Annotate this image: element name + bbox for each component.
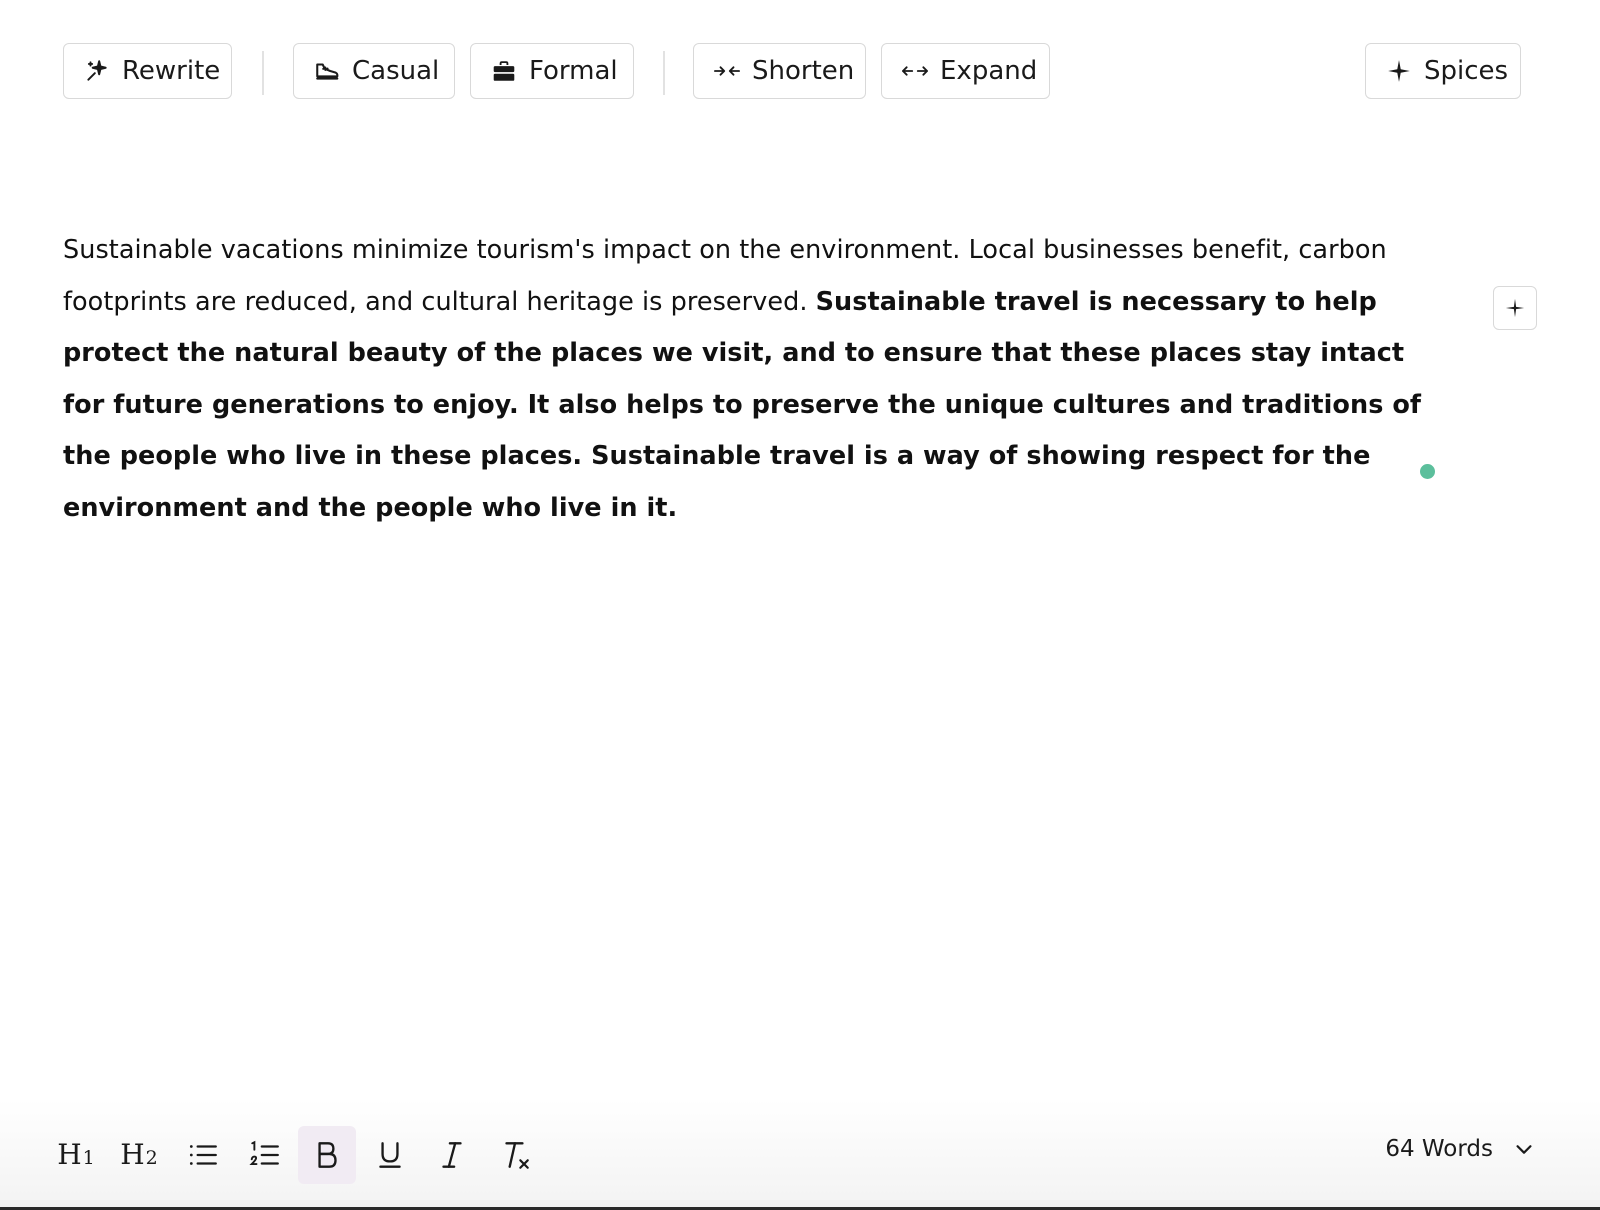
rewrite-label: Rewrite [122,56,221,86]
bold-icon [310,1138,344,1172]
bold-button[interactable] [298,1126,356,1184]
paragraph-normal-text: Sustainable vacations minimize tourism's impact on the environment. Local businesses benefit, carbon footprints are reduced, and cultural heritage is preserved. [63,235,1387,317]
spices-button[interactable] [1365,43,1521,99]
formal-button[interactable] [470,43,634,99]
shorten-label: Shorten [752,56,855,86]
arrows-inward-icon [714,57,740,85]
formal-label: Formal [529,56,618,86]
word-count-label: 64 Words [1385,1136,1493,1162]
add-block-button[interactable] [1493,286,1537,330]
underline-icon [373,1138,407,1172]
sparkles-icon [84,57,110,85]
spices-label: Spices [1424,56,1509,86]
expand-label: Expand [940,56,1038,86]
toolbar-divider [663,51,665,95]
italic-icon [435,1138,469,1172]
sparkle-icon [1386,57,1412,85]
format-toolbar [0,1100,1600,1210]
heading-1-icon: H 1 [57,1138,95,1171]
casual-label: Casual [352,56,440,86]
heading-2-button[interactable] [110,1126,168,1184]
briefcase-icon [491,57,517,85]
clear-formatting-icon [498,1138,532,1172]
shorten-button[interactable] [693,43,866,99]
heading-1-button[interactable] [47,1126,105,1184]
numbered-list-button[interactable] [236,1126,294,1184]
numbered-list-icon [248,1138,282,1172]
status-dot [1420,464,1435,479]
plus-icon [1504,297,1526,319]
ai-toolbar [63,43,1521,101]
chevron-down-icon [1513,1138,1535,1160]
sneaker-icon [314,57,340,85]
italic-button[interactable] [423,1126,481,1184]
paragraph-bold-text: Sustainable travel is necessary to help protect the natural beauty of the places we visit, and to ensure that these places stay intact for future generations to enjoy. It also helps to preserve the unique cultures and traditions of the people who live in these places. Sustainable travel is a way of showing respect for the environment and the people who live in it. [63,286,1422,523]
underline-button[interactable] [361,1126,419,1184]
heading-2-icon: H 2 [120,1138,158,1171]
casual-button[interactable] [293,43,455,99]
word-count-dropdown[interactable] [1385,1136,1535,1162]
toolbar-divider [262,51,264,95]
editor-content[interactable] [63,225,1433,534]
bullet-list-icon [186,1138,220,1172]
expand-button[interactable] [881,43,1050,99]
bullet-list-button[interactable] [174,1126,232,1184]
rewrite-button[interactable] [63,43,232,99]
clear-formatting-button[interactable] [486,1126,544,1184]
arrows-outward-icon [902,57,928,85]
